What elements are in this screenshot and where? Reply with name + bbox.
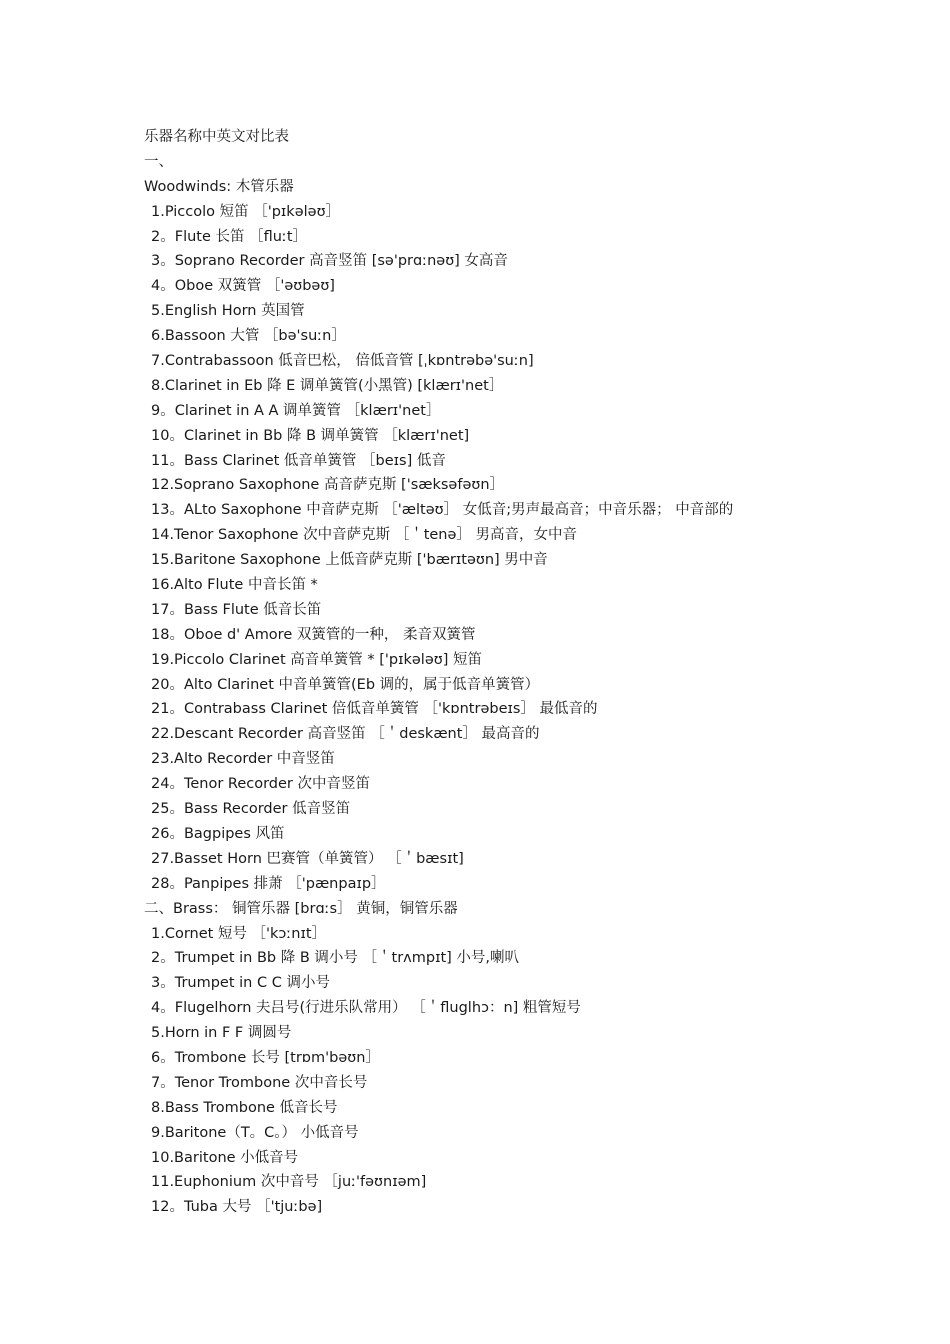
list-item: 11.Euphonium 次中音号 ［juː'fəʊnɪəm] <box>151 1174 427 1191</box>
list-item: 28。Panpipes 排萧 ［'pænpaɪp］ <box>151 875 386 892</box>
list-item: 14.Tenor Saxophone 次中音萨克斯 ［＇tenə］ 男高音，女中音 <box>151 527 578 544</box>
brass-list <box>144 922 824 1221</box>
list-item: 6.Bassoon 大管 ［bə'suːn］ <box>151 328 346 345</box>
list-item: 13。ALto Saxophone 中音萨克斯 ［'æltəʊ］ 女低音;男声最高音；中音乐器； 中音部的 <box>151 502 734 519</box>
list-item: 2。Flute 长笛 ［fluːt］ <box>151 228 308 245</box>
list-item: 10。Clarinet in Bb 降 B 调单簧管 ［klærɪ'net] <box>151 427 470 444</box>
list-item: 26。Bagpipes 风笛 <box>151 825 285 842</box>
list-item: 10.Baritone 小低音号 <box>151 1149 299 1166</box>
list-item: 1.Cornet 短号 ［'kɔːnɪt］ <box>151 925 327 942</box>
list-item: 16.Alto Flute 中音长笛 * <box>151 577 318 594</box>
brass-heading: 二、Brass： 铜管乐器 [brɑːs］ 黄铜，铜管乐器 <box>144 900 458 917</box>
list-item: 5.English Horn 英国管 <box>151 303 305 320</box>
list-item: 4。Oboe 双簧管 ［'əʊbəʊ] <box>151 278 335 295</box>
section-heading-1: 一、 <box>144 153 173 170</box>
list-item: 20。Alto Clarinet 中音单簧管(Eb 调的，属于低音单簧管） <box>151 676 540 693</box>
list-item: 18。Oboe d' Amore 双簧管的一种， 柔音双簧管 <box>151 626 476 643</box>
woodwinds-heading: Woodwinds: 木管乐器 <box>144 178 294 195</box>
list-item: 3。Soprano Recorder 高音竖笛 [sə'prɑːnəʊ] 女高音 <box>151 253 508 270</box>
list-item: 6。Trombone 长号 [trɒm'bəʊn］ <box>151 1049 380 1066</box>
list-item: 7.Contrabassoon 低音巴松， 倍低音管 [ˌkɒntrəbə'suːn] <box>151 353 534 370</box>
list-item: 7。Tenor Trombone 次中音长号 <box>151 1074 368 1091</box>
list-item: 8.Clarinet in Eb 降 E 调单簧管(小黑管) [klærɪ'net］ <box>151 377 504 394</box>
list-item: 15.Baritone Saxophone 上低音萨克斯 ['bærɪtəʊn] 男中音 <box>151 552 548 569</box>
list-item: 2。Trumpet in Bb 降 B 调小号 ［＇trʌmpɪt] 小号,喇叭 <box>151 950 520 967</box>
list-item: 17。Bass Flute 低音长笛 <box>151 601 322 618</box>
list-item: 4。Flugelhorn 夫吕号(行进乐队常用） ［＇fluglhɔ：n] 粗管短号 <box>151 1000 581 1017</box>
list-item: 22.Descant Recorder 高音竖笛 ［＇deskænt］ 最高音的 <box>151 726 540 743</box>
list-item: 3。Trumpet in C C 调小号 <box>151 975 330 992</box>
list-item: 12.Soprano Saxophone 高音萨克斯 ['sæksəfəʊn］ <box>151 477 505 494</box>
list-item: 9。Clarinet in A A 调单簧管 ［klærɪ'net］ <box>151 402 441 419</box>
list-item: 23.Alto Recorder 中音竖笛 <box>151 751 335 768</box>
list-item: 25。Bass Recorder 低音竖笛 <box>151 801 351 818</box>
list-item: 8.Bass Trombone 低音长号 <box>151 1099 338 1116</box>
list-item: 27.Basset Horn 巴赛管（单簧管） ［＇bæsɪt] <box>151 850 464 867</box>
list-item: 1.Piccolo 短笛 ［'pɪkələʊ］ <box>151 203 341 220</box>
list-item: 12。Tuba 大号 ［'tjuːbə] <box>151 1199 323 1216</box>
document-body <box>144 125 824 1220</box>
list-item: 5.Horn in F F 调圆号 <box>151 1025 292 1042</box>
woodwinds-list <box>144 200 824 897</box>
list-item: 21。Contrabass Clarinet 倍低音单簧管 ［'kɒntrəbeɪs］ 最低音的 <box>151 701 598 718</box>
list-item: 9.Baritone（T。C。） 小低音号 <box>151 1124 359 1141</box>
list-item: 24。Tenor Recorder 次中音竖笛 <box>151 776 370 793</box>
document-title: 乐器名称中英文对比表 <box>144 129 289 145</box>
list-item: 19.Piccolo Clarinet 高音单簧管 * ['pɪkələʊ] 短笛 <box>151 651 482 668</box>
list-item: 11。Bass Clarinet 低音单簧管 ［beɪs] 低音 <box>151 452 446 469</box>
